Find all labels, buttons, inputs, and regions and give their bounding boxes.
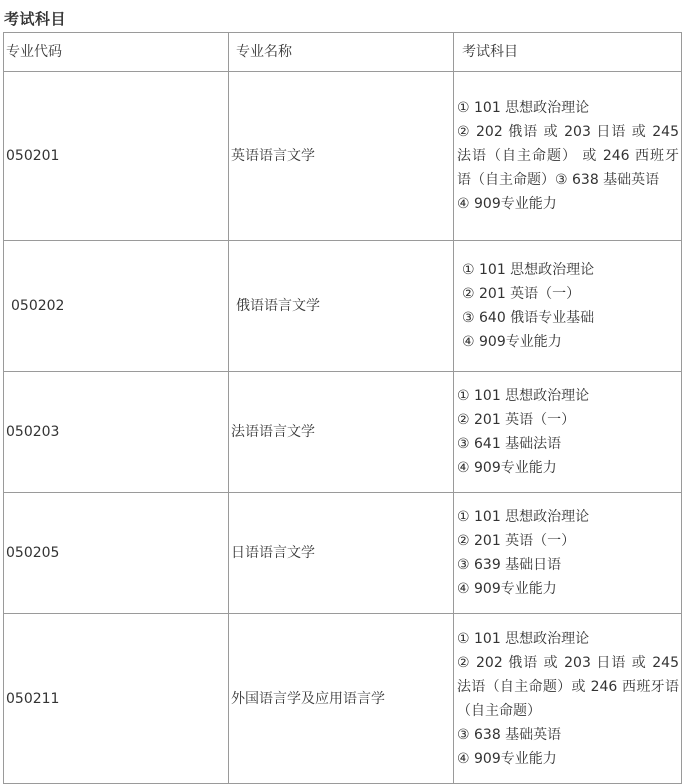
subject-line: ③ 639 基础日语 bbox=[457, 557, 562, 573]
exam-subjects-cell bbox=[454, 493, 682, 614]
exam-subjects-cell bbox=[454, 72, 682, 241]
header-major-code: 专业代码 bbox=[4, 33, 229, 72]
major-name-cell: 俄语语言文学 bbox=[229, 241, 454, 372]
exam-subjects-cell bbox=[454, 372, 682, 493]
subject-line: ① 101 思想政治理论 bbox=[457, 388, 590, 404]
subject-line: ④ 909专业能力 bbox=[457, 196, 557, 212]
major-name-cell: 法语语言文学 bbox=[229, 372, 454, 493]
table-row bbox=[4, 614, 682, 784]
table-row bbox=[4, 493, 682, 614]
major-code-cell: 050201 bbox=[4, 72, 229, 241]
major-code-cell: 050202 bbox=[4, 241, 229, 372]
header-exam-subjects: 考试科目 bbox=[454, 33, 682, 72]
subject-line: ① 101 思想政治理论 bbox=[457, 100, 590, 116]
subject-line: ③ 640 俄语专业基础 bbox=[462, 310, 595, 326]
subject-line: ③ 641 基础法语 bbox=[457, 436, 562, 452]
major-code-cell: 050203 bbox=[4, 372, 229, 493]
subject-line: ④ 909专业能力 bbox=[457, 460, 557, 476]
subject-line: ① 101 思想政治理论 bbox=[462, 262, 595, 278]
exam-subjects-cell bbox=[454, 241, 682, 372]
major-name-cell: 英语语言文学 bbox=[229, 72, 454, 241]
major-code-cell: 050211 bbox=[4, 614, 229, 784]
subject-line: ② 201 英语（一） bbox=[462, 286, 581, 302]
subject-line: ② 202 俄语 或 203 日语 或 245 法语（自主命题）或 246 西班牙语（自主命题） bbox=[457, 654, 679, 719]
subject-line: ④ 909专业能力 bbox=[457, 750, 557, 767]
major-code-cell: 050205 bbox=[4, 493, 229, 614]
major-name-cell: 外国语言学及应用语言学 bbox=[229, 614, 454, 784]
subject-line: ② 201 英语（一） bbox=[457, 533, 576, 549]
subject-line: ① 101 思想政治理论 bbox=[457, 509, 590, 525]
section-title: 考试科目 bbox=[4, 10, 67, 28]
header-major-name: 专业名称 bbox=[229, 33, 454, 72]
exam-subjects-table bbox=[3, 32, 682, 784]
subject-line: ① 101 思想政治理论 bbox=[457, 630, 590, 647]
table-header-row bbox=[4, 33, 682, 72]
exam-subjects-cell bbox=[454, 614, 682, 784]
subject-line: ② 201 英语（一） bbox=[457, 412, 576, 428]
table-row bbox=[4, 72, 682, 241]
table-row bbox=[4, 241, 682, 372]
subject-line: ④ 909专业能力 bbox=[457, 581, 557, 597]
subject-line: ② 202 俄语 或 203 日语 或 245 法语（自主命题） 或 246 西班牙语（自主命题）③ 638 基础英语 bbox=[457, 124, 679, 188]
table-row bbox=[4, 372, 682, 493]
subject-line: ③ 638 基础英语 bbox=[457, 726, 562, 743]
major-name-cell: 日语语言文学 bbox=[229, 493, 454, 614]
subject-line: ④ 909专业能力 bbox=[462, 334, 562, 350]
